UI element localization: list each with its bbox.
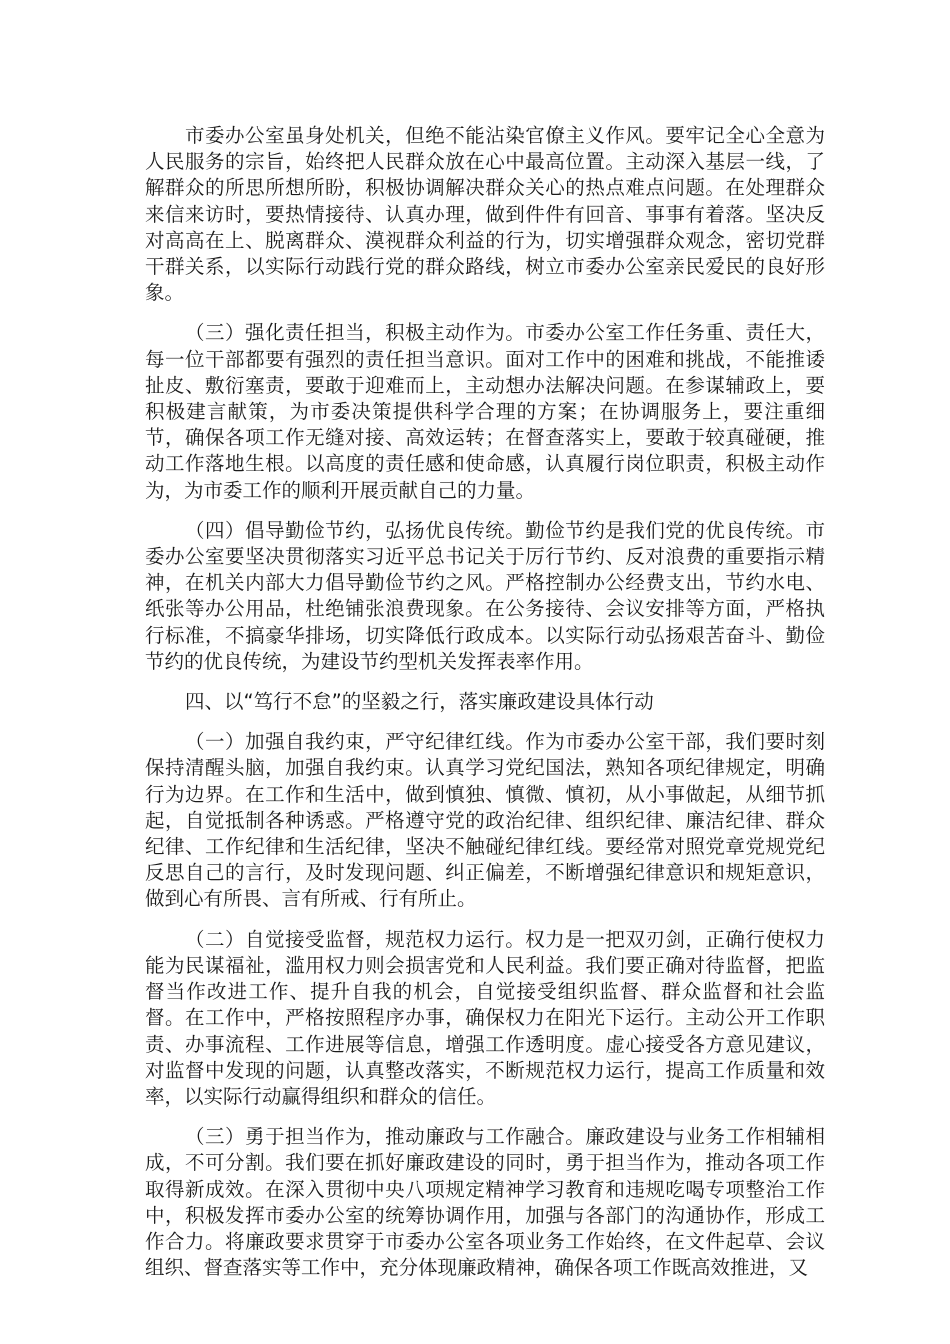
document-page bbox=[145, 123, 825, 1295]
paragraph-frugality: （四）倡导勤俭节约，弘扬优良传统。勤俭节约是我们党的优良传统。市委办公室要坚决贯彻落实习近平总书记关于厉行节约、反对浪费的重要指示精神，在机关内部大力倡导勤俭节约之风。严格控制办公经费支出，节约水电、纸张等办公用品，杜绝铺张浪费现象。在公务接待、会议安排等方面，严格执行标准，不搞豪华排场，切实降低行政成本。以实际行动弘扬艰苦奋斗、勤俭节约的优良传统，为建设节约型机关发挥表率作用。 bbox=[145, 518, 825, 673]
paragraph-responsibility: （三）强化责任担当，积极主动作为。市委办公室工作任务重、责任大，每一位干部都要有强烈的责任担当意识。面对工作中的困难和挑战，不能推诿扯皮、敷衍塞责，要敢于迎难而上，主动想办法解决问题。在参谋辅政上，要积极建言献策，为市委决策提供科学合理的方案；在协调服务上，要注重细节，确保各项工作无缝对接、高效运转；在督查落实上，要敢于较真碰硬，推动工作落地生根。以高度的责任感和使命感，认真履行岗位职责，积极主动作为，为市委工作的顺利开展贡献自己的力量。 bbox=[145, 321, 825, 502]
paragraph-service-style: 市委办公室虽身处机关，但绝不能沾染官僚主义作风。要牢记全心全意为人民服务的宗旨，始终把人民群众放在心中最高位置。主动深入基层一线，了解群众的所思所想所盼，积极协调解决群众关心的热点难点问题。在处理群众来信来访时，要热情接待、认真办理，做到件件有回音、事事有着落。坚决反对高高在上、脱离群众、漠视群众利益的行为，切实增强群众观念，密切党群干群关系，以实际行动践行党的群众路线，树立市委办公室亲民爱民的良好形象。 bbox=[145, 124, 825, 305]
paragraph-integration: （三）勇于担当作为，推动廉政与工作融合。廉政建设与业务工作相辅相成，不可分割。我们要在抓好廉政建设的同时，勇于担当作为，推动各项工作取得新成效。在深入贯彻中央八项规定精神学习教育和违规吃喝专项整治工作中，积极发挥市委办公室的统筹协调作用，加强与各部门的沟通协作，形成工作合力。将廉政要求贯穿于市委办公室各项业务工作始终，在文件起草、会议组织、督查落实等工作中，充分体现廉政精神，确保各项工作既高效推进，又 bbox=[145, 1125, 825, 1280]
paragraph-self-discipline: （一）加强自我约束，严守纪律红线。作为市委办公室干部，我们要时刻保持清醒头脑，加强自我约束。认真学习党纪国法，熟知各项纪律规定，明确行为边界。在工作和生活中，做到慎独、慎微、慎初，从小事做起，从细节抓起，自觉抵制各种诱惑。严格遵守党的政治纪律、组织纪律、廉洁纪律、群众纪律、工作纪律和生活纪律，坚决不触碰纪律红线。要经常对照党章党规党纪反思自己的言行，及时发现问题、纠正偏差，不断增强纪律意识和规矩意识，做到心有所畏、言有所戒、行有所止。 bbox=[145, 730, 825, 911]
paragraph-supervision: （二）自觉接受监督，规范权力运行。权力是一把双刃剑，正确行使权力能为民谋福祉，滥用权力则会损害党和人民利益。我们要正确对待监督，把监督当作改进工作、提升自我的机会，自觉接受组织监督、群众监督和社会监督。在工作中，严格按照程序办事，确保权力在阳光下运行。主动公开工作职责、办事流程、工作进展等信息，增强工作透明度。虚心接受各方意见建议，对监督中发现的问题，认真整改落实，不断规范权力运行，提高工作质量和效率，以实际行动赢得组织和群众的信任。 bbox=[145, 927, 825, 1108]
section-heading-four: 四、以“笃行不怠”的坚毅之行，落实廉政建设具体行动 bbox=[185, 690, 654, 714]
